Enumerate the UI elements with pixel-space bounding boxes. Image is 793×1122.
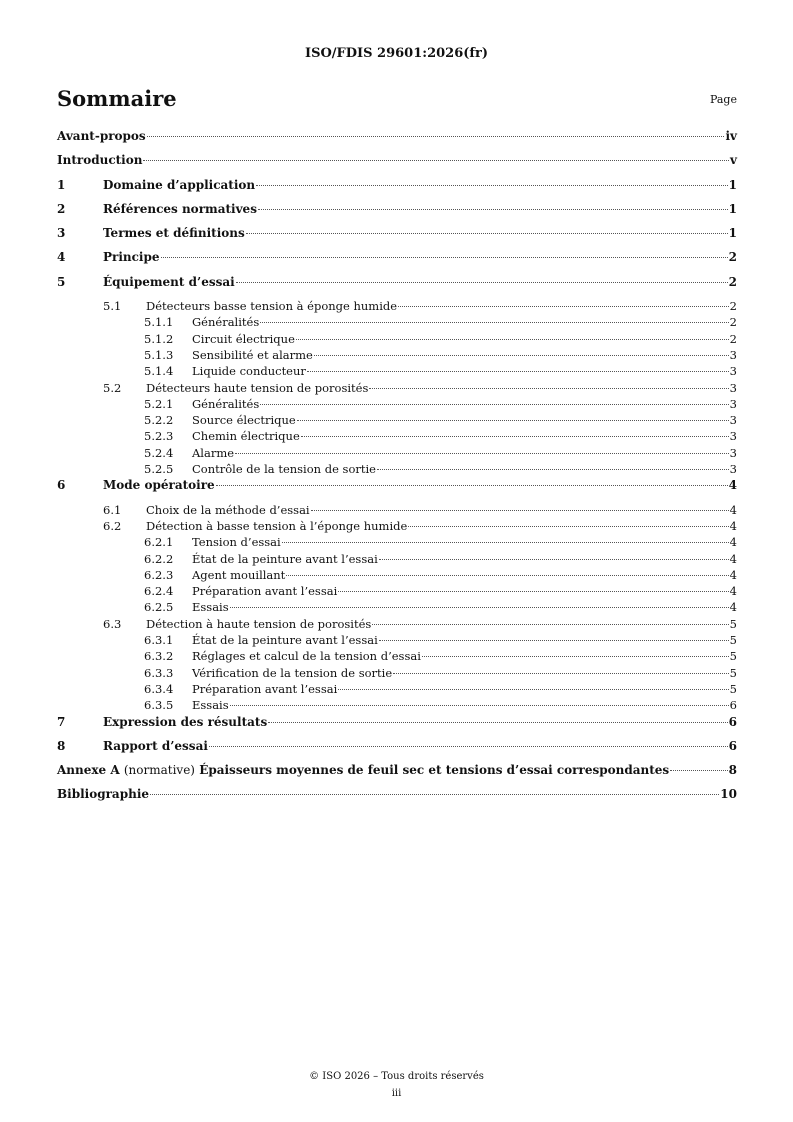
toc-entry-number: 6.2.3 xyxy=(144,567,174,582)
toc-entry-page: 4 xyxy=(729,535,737,550)
toc-entry-label: Tension d’essai xyxy=(192,535,281,550)
toc-entry-label: Généralités xyxy=(192,315,260,330)
dot-leader xyxy=(408,526,728,527)
toc-entry-number: 6.1 xyxy=(103,502,122,517)
toc-entry-page: 3 xyxy=(729,380,737,395)
toc-entry-page: 5 xyxy=(729,649,737,664)
toc-entry-page: 3 xyxy=(729,413,737,428)
toc-entry-page: 1 xyxy=(728,226,737,241)
toc-entry-number: 6.2.4 xyxy=(144,584,174,599)
toc-entry-page: 4 xyxy=(729,518,737,533)
toc-entry-label: Agent mouillant xyxy=(192,567,286,582)
toc-entry[interactable] xyxy=(57,698,737,714)
toc-entry[interactable] xyxy=(57,413,737,429)
toc-entry-page: 4 xyxy=(729,567,737,582)
toc-entry[interactable] xyxy=(57,397,737,413)
toc-entry[interactable] xyxy=(57,715,737,739)
toc-entry[interactable] xyxy=(57,787,737,811)
toc-entry-label: Mode opératoire xyxy=(103,478,215,493)
dot-leader xyxy=(147,136,725,137)
annex-type: (normative) xyxy=(123,763,195,778)
dot-leader xyxy=(379,640,729,641)
toc-entry-number: 6.3.3 xyxy=(144,665,174,680)
toc-entry-page: 3 xyxy=(729,347,737,362)
toc-entry-label: Équipement d’essai xyxy=(103,274,235,289)
toc-entry-page: 4 xyxy=(729,584,737,599)
toc-entry-page: 2 xyxy=(728,250,737,265)
toc-entry-number: 5.2.1 xyxy=(144,396,174,411)
dot-leader xyxy=(246,233,728,234)
toc-entry-number: 5.2.4 xyxy=(144,445,174,460)
toc-entry[interactable] xyxy=(57,584,737,600)
toc-entry-label: État de la peinture avant l’essai xyxy=(192,551,378,566)
title-row xyxy=(57,86,737,114)
toc-entry-number: 6.2.1 xyxy=(144,535,174,550)
toc-entry-number: 6.3.5 xyxy=(144,698,174,713)
dot-leader xyxy=(297,420,729,421)
toc-entry-page: 5 xyxy=(729,665,737,680)
toc-entry-number: 5 xyxy=(57,274,66,289)
page-title: Sommaire xyxy=(57,86,177,111)
dot-leader xyxy=(296,339,729,340)
dot-leader xyxy=(301,436,729,437)
toc-entry[interactable] xyxy=(57,552,737,568)
toc-entry-page: 2 xyxy=(729,315,737,330)
toc-entry-page: 5 xyxy=(729,633,737,648)
page-footer xyxy=(0,1068,793,1102)
dot-leader xyxy=(422,656,729,657)
toc-entry-label: Contrôle de la tension de sortie xyxy=(192,462,376,477)
toc-entry-label: Source électrique xyxy=(192,413,296,428)
toc-entry[interactable] xyxy=(57,519,737,535)
toc-entry-label: Références normatives xyxy=(103,201,257,216)
toc-entry-label: Principe xyxy=(103,250,160,265)
copyright-notice: © ISO 2026 – Tous droits réservés xyxy=(309,1071,484,1082)
dot-leader xyxy=(150,794,719,795)
toc-entry[interactable] xyxy=(57,153,737,177)
toc-entry-page: 4 xyxy=(728,478,737,493)
toc-entry-label: Liquide conducteur xyxy=(192,364,306,379)
toc-entry-number: 1 xyxy=(57,177,66,192)
toc-entry-page: 2 xyxy=(729,331,737,346)
dot-leader xyxy=(393,673,729,674)
dot-leader xyxy=(379,559,729,560)
toc-entry-number: 5.2.5 xyxy=(144,462,174,477)
toc-entry-number: 5.1.3 xyxy=(144,347,174,362)
toc-entry-label: Choix de la méthode d’essai xyxy=(146,502,310,517)
toc-entry-label: Essais xyxy=(192,698,229,713)
toc-entry-label xyxy=(57,763,669,777)
toc-entry-label: Rapport d’essai xyxy=(103,738,208,753)
toc-entry-number: 2 xyxy=(57,201,66,216)
toc-entry[interactable] xyxy=(57,503,737,519)
toc-entry-number: 3 xyxy=(57,226,66,241)
toc-entry[interactable] xyxy=(57,250,737,274)
toc-entry-number: 5.1.1 xyxy=(144,315,174,330)
toc-entry[interactable] xyxy=(57,446,737,462)
toc-entry-number: 5.2.2 xyxy=(144,413,174,428)
toc-entry-page: 5 xyxy=(729,616,737,631)
page-column-label: Page xyxy=(709,93,737,106)
toc-entry-number: 5.1.4 xyxy=(144,364,174,379)
dot-leader xyxy=(377,469,729,470)
toc-entry[interactable] xyxy=(57,202,737,226)
toc-entry-label: Détection à basse tension à l’éponge humide xyxy=(146,518,408,533)
dot-leader xyxy=(338,591,728,592)
toc-entry[interactable] xyxy=(57,275,737,299)
dot-leader xyxy=(236,282,728,283)
dot-leader xyxy=(230,705,729,706)
toc-entry-label: Domaine d’application xyxy=(103,177,256,192)
toc-entry-number: 4 xyxy=(57,250,66,265)
toc-entry[interactable] xyxy=(57,739,737,763)
document-id-header: ISO/FDIS 29601:2026(fr) xyxy=(305,46,488,61)
toc-entry-number: 5.2.3 xyxy=(144,429,174,444)
dot-leader xyxy=(307,371,729,372)
dot-leader xyxy=(258,209,728,210)
toc-entry-number: 6.3.2 xyxy=(144,649,174,664)
toc-entry[interactable] xyxy=(57,381,737,397)
toc-entry-page: 2 xyxy=(729,299,737,314)
toc-entry-page: iv xyxy=(725,129,737,143)
toc-entry-page: 4 xyxy=(729,551,737,566)
toc-entry-number: 5.1 xyxy=(103,299,122,314)
dot-leader xyxy=(286,575,728,576)
toc-entry-label: Réglages et calcul de la tension d’essai xyxy=(192,649,421,664)
toc-entry[interactable] xyxy=(57,348,737,364)
toc-entry-number: 6 xyxy=(57,478,66,493)
toc-entry[interactable] xyxy=(57,568,737,584)
toc-entry-number: 6.2 xyxy=(103,518,122,533)
toc-entry-page: v xyxy=(730,153,737,168)
toc-entry-label: Préparation avant l’essai xyxy=(192,681,338,696)
toc-entry-page: 2 xyxy=(728,274,737,289)
toc-entry[interactable] xyxy=(57,649,737,665)
dot-leader xyxy=(338,689,728,690)
dot-leader xyxy=(369,388,728,389)
dot-leader xyxy=(230,607,729,608)
toc-entry-label: Circuit électrique xyxy=(192,331,295,346)
annex-label: Annexe A xyxy=(57,763,120,778)
toc-entry[interactable] xyxy=(57,682,737,698)
toc-entry[interactable] xyxy=(57,600,737,616)
toc-entry-number: 6.2.5 xyxy=(144,600,174,615)
toc-entry-page: 10 xyxy=(720,787,737,802)
toc-entry-page: 4 xyxy=(729,600,737,615)
toc-entry[interactable] xyxy=(57,478,737,502)
toc-entry-label: Sensibilité et alarme xyxy=(192,347,313,362)
toc-entry-page: 8 xyxy=(728,763,737,778)
toc-entry-label: Chemin électrique xyxy=(192,429,300,444)
toc-entry-number: 8 xyxy=(57,738,66,753)
toc-entry[interactable] xyxy=(57,364,737,380)
annex-title: Épaisseurs moyennes de feuil sec et tensions d’essai correspondantes xyxy=(199,763,670,778)
toc-entry[interactable] xyxy=(57,178,737,202)
dot-leader xyxy=(314,355,729,356)
toc-entry-number: 6.2.2 xyxy=(144,551,174,566)
dot-leader xyxy=(670,770,727,771)
page-number: iii xyxy=(391,1088,402,1099)
toc-entry-number: 5.2 xyxy=(103,380,122,395)
dot-leader xyxy=(256,185,728,186)
toc-entry-page: 1 xyxy=(728,177,737,192)
dot-leader xyxy=(235,453,729,454)
toc-entry-label: Expression des résultats xyxy=(103,714,268,729)
toc-entry-page: 6 xyxy=(728,738,737,753)
toc-entry-label: Détecteurs basse tension à éponge humide xyxy=(146,299,398,314)
toc-entry-page: 3 xyxy=(729,396,737,411)
toc-entry-number: 6.3.1 xyxy=(144,633,174,648)
toc-entry-label: Introduction xyxy=(57,153,143,168)
toc-entry-number: 6.3.4 xyxy=(144,681,174,696)
dot-leader xyxy=(209,746,728,747)
dot-leader xyxy=(268,722,727,723)
toc-entry-page: 3 xyxy=(729,445,737,460)
toc-entry-page: 1 xyxy=(728,201,737,216)
toc-entry-label: Généralités xyxy=(192,396,260,411)
toc-entry[interactable] xyxy=(57,129,737,153)
dot-leader xyxy=(372,624,728,625)
toc-entry-label: Alarme xyxy=(192,445,235,460)
toc-entry[interactable] xyxy=(57,666,737,682)
toc-entry[interactable] xyxy=(57,617,737,633)
toc-entry-number: 5.1.2 xyxy=(144,331,174,346)
dot-leader xyxy=(260,322,728,323)
toc-entry-label: Essais xyxy=(192,600,229,615)
toc-entry[interactable] xyxy=(57,226,737,250)
toc-entry-label: Préparation avant l’essai xyxy=(192,584,338,599)
toc-entry-page: 5 xyxy=(729,681,737,696)
toc-entry-page: 6 xyxy=(728,714,737,729)
toc-entry-label: Avant-propos xyxy=(57,129,146,143)
toc-entry[interactable] xyxy=(57,763,737,787)
toc-entry-label: Détection à haute tension de porosités xyxy=(146,616,372,631)
toc-entry-number: 6.3 xyxy=(103,616,122,631)
toc-entry-label: Termes et définitions xyxy=(103,226,245,241)
toc-entry[interactable] xyxy=(57,633,737,649)
dot-leader xyxy=(282,542,729,543)
toc-entry-label: État de la peinture avant l’essai xyxy=(192,633,378,648)
dot-leader xyxy=(398,306,729,307)
toc-entry-label: Bibliographie xyxy=(57,787,150,802)
table-of-contents xyxy=(57,129,737,812)
dot-leader xyxy=(143,160,729,161)
dot-leader xyxy=(260,404,728,405)
toc-entry[interactable] xyxy=(57,299,737,315)
toc-entry[interactable] xyxy=(57,462,737,478)
toc-entry-page: 4 xyxy=(729,502,737,517)
toc-entry-page: 6 xyxy=(729,698,737,713)
toc-entry-page: 3 xyxy=(729,462,737,477)
toc-entry[interactable] xyxy=(57,315,737,331)
dot-leader xyxy=(216,485,728,486)
toc-entry-page: 3 xyxy=(729,429,737,444)
toc-entry-label: Détecteurs haute tension de porosités xyxy=(146,380,369,395)
dot-leader xyxy=(311,510,729,511)
toc-entry[interactable] xyxy=(57,332,737,348)
toc-entry-number: 7 xyxy=(57,714,66,729)
toc-entry-page: 3 xyxy=(729,364,737,379)
dot-leader xyxy=(161,257,728,258)
toc-entry-label: Vérification de la tension de sortie xyxy=(192,665,393,680)
toc-entry[interactable] xyxy=(57,535,737,551)
toc-entry[interactable] xyxy=(57,429,737,445)
